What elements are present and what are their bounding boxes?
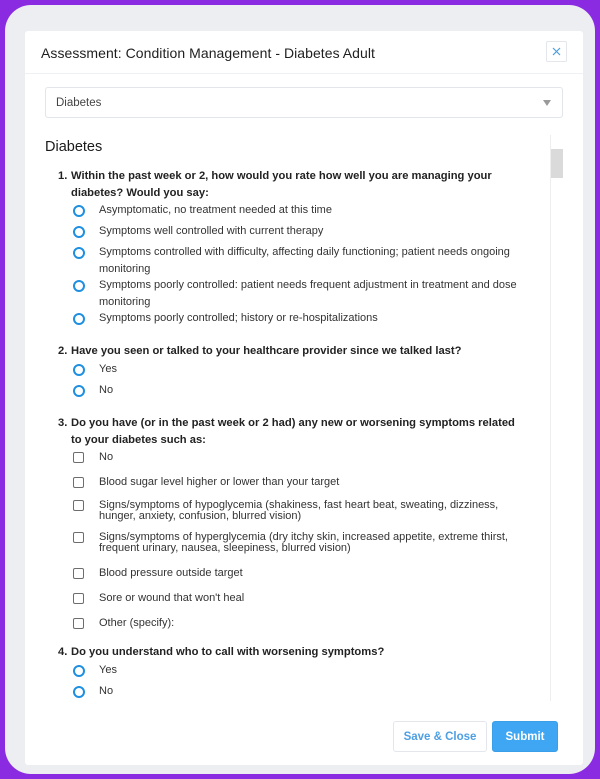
question-1 [58,168,528,202]
option-label: Symptoms poorly controlled; history or re-hospitalizations [99,312,378,324]
questionnaire-scroll-area [25,131,571,711]
checkbox[interactable] [73,500,84,511]
option-label: No [99,685,114,697]
question-text: Do you understand who to call with worsening symptoms? [71,646,385,658]
scrollbar-thumb[interactable] [551,149,563,178]
option-label: No [99,384,114,396]
option-label: Asymptomatic, no treatment needed at this time [99,204,332,216]
option-label: Sore or wound that won't heal [99,592,245,604]
radio-button[interactable] [73,226,85,238]
q3-option-other[interactable] [73,615,533,632]
q2-option-no[interactable] [73,382,533,399]
q1-option-asymptomatic[interactable] [73,202,533,219]
option-label: No [99,451,114,463]
submit-button[interactable]: Submit [492,721,558,752]
option-label: Symptoms well controlled with current therapy [99,225,324,237]
question-number: 4. [58,646,68,658]
q3-option-blood-pressure[interactable] [73,565,533,582]
option-label: Signs/symptoms of hypoglycemia (shakiness, fast heart beat, sweating, dizziness, hunger, anxiety, confusion, blurred vision) [99,499,499,522]
option-label: Yes [99,363,117,375]
modal-header [25,31,583,74]
checkbox[interactable] [73,452,84,463]
question-4 [58,644,528,661]
radio-button[interactable] [73,313,85,325]
option-label: Blood pressure outside target [99,567,243,579]
save-and-close-button[interactable]: Save & Close [393,721,487,752]
question-number: 1. [58,170,68,182]
question-number: 2. [58,345,68,357]
checkbox[interactable] [73,532,84,543]
checkbox[interactable] [73,568,84,579]
option-label: Other (specify): [99,617,175,629]
scrollbar-track[interactable] [550,135,564,701]
option-label: Signs/symptoms of hyperglycemia (dry itchy skin, increased appetite, extreme thirst, frequent urinary, nausea, sleepiness, blurred vision) [99,531,508,554]
modal-title: Assessment: Condition Management - Diabetes Adult [41,45,375,61]
radio-button[interactable] [73,385,85,397]
q1-option-well-controlled[interactable] [73,223,533,240]
radio-button[interactable] [73,686,85,698]
radio-button[interactable] [73,280,85,292]
option-label: Symptoms controlled with difficulty, affecting daily functioning; patient needs ongoing monitoring [99,246,510,275]
q1-option-controlled-difficulty[interactable] [73,244,533,278]
q3-option-no[interactable] [73,449,533,466]
caret-down-icon [543,100,551,106]
assessment-modal [25,31,583,765]
q4-option-no[interactable] [73,683,533,700]
checkbox[interactable] [73,477,84,488]
modal-backdrop [5,5,595,774]
radio-button[interactable] [73,665,85,677]
option-label: Symptoms poorly controlled: patient needs frequent adjustment in treatment and dose monitoring [99,279,517,308]
close-button[interactable] [546,41,567,62]
question-3 [58,415,528,449]
condition-select[interactable] [45,87,563,118]
question-2 [58,343,528,360]
close-icon [552,47,561,56]
q1-option-poorly-controlled-history[interactable] [73,310,533,327]
question-text: Within the past week or 2, how would you rate how well you are managing your diabetes? Would you say: [71,170,492,199]
q3-option-sore-wound[interactable] [73,590,533,607]
question-number: 3. [58,417,68,429]
checkbox[interactable] [73,618,84,629]
q3-option-blood-sugar[interactable] [73,474,533,491]
q2-option-yes[interactable] [73,361,533,378]
radio-button[interactable] [73,364,85,376]
question-text: Have you seen or talked to your healthcare provider since we talked last? [71,345,462,357]
q3-option-hypoglycemia[interactable] [73,500,533,522]
section-title: Diabetes [45,139,103,155]
q3-option-hyperglycemia[interactable] [73,532,533,554]
radio-button[interactable] [73,205,85,217]
question-text: Do you have (or in the past week or 2 had) any new or worsening symptoms related to your diabetes such as: [71,417,515,446]
condition-select-value: Diabetes [56,97,102,109]
q4-option-yes[interactable] [73,662,533,679]
option-label: Yes [99,664,117,676]
q1-option-poorly-controlled-adjustment[interactable] [73,277,533,311]
checkbox[interactable] [73,593,84,604]
option-label: Blood sugar level higher or lower than your target [99,476,340,488]
radio-button[interactable] [73,247,85,259]
